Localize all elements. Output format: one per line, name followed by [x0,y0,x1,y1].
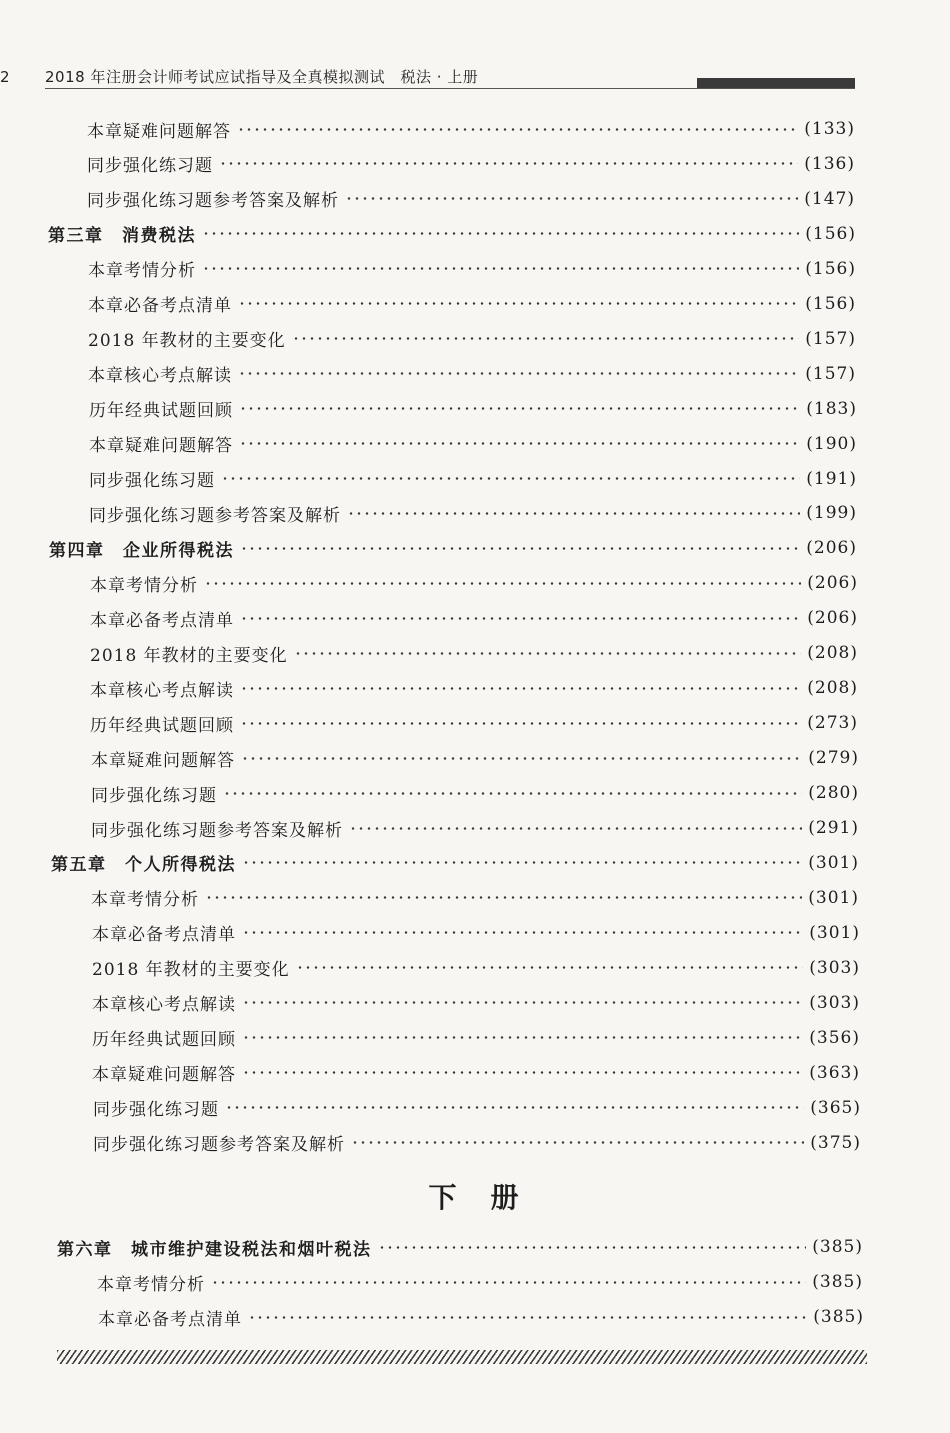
toc-section-entry [87,116,855,142]
toc-page-number: (156) [805,223,856,244]
dot-leader [248,1316,807,1319]
toc-entry-title: 第五章 个人所得税法 [51,855,236,876]
toc-section-entry [89,500,857,526]
toc-entry-title: 本章疑难问题解答 [87,121,231,142]
toc-page-number: (301) [809,922,860,943]
dot-leader [242,1001,803,1004]
toc-page-number: (375) [810,1132,861,1153]
toc-page-number: (199) [806,503,857,524]
toc-entry-title: 本章必备考点清单 [92,925,236,946]
dot-leader [239,407,800,410]
toc-entry-title: 同步强化练习题 [91,785,217,806]
volume-heading: 下 册 [428,1181,522,1214]
dot-leader [225,1106,804,1109]
dot-leader [292,337,800,340]
toc-page-number: (147) [804,188,855,209]
toc-entry-title: 同步强化练习题参考答案及解析 [91,820,343,841]
toc-page-number: (385) [812,1272,863,1292]
toc-page-number: (183) [806,398,857,419]
running-header: 2018 年注册会计师考试应试指导及全真模拟测试 税法 · 上册 [45,68,479,86]
dot-leader [241,757,802,760]
dot-leader [223,792,802,795]
toc-page-number: (156) [805,258,856,279]
toc-chapter-entry [49,535,857,561]
toc-page-number: (157) [805,363,856,384]
toc-section-entry [93,1095,861,1121]
toc-section-entry [88,326,856,352]
dot-leader [378,1246,807,1249]
toc-section-entry [90,640,858,666]
dot-leader [202,267,799,270]
toc-entry-title: 历年经典试题回顾 [89,401,233,422]
toc-section-entry [91,745,859,771]
dot-leader [205,896,802,899]
dot-leader [240,547,800,550]
toc-section-entry [91,815,859,841]
toc-section-entry [90,710,858,736]
toc-entry-title: 第四章 企业所得税法 [49,540,234,561]
dot-leader [294,652,802,655]
toc-page-number: (356) [809,1027,860,1048]
dot-leader [351,1141,804,1144]
dot-leader [202,232,799,235]
toc-page-number: (206) [807,573,858,594]
dot-leader [345,197,798,200]
toc-page-number: (303) [809,957,860,978]
toc-entry-title: 同步强化练习题 [89,471,215,491]
dot-leader [242,861,802,864]
toc-section-entry [89,396,857,422]
toc-page-number: (157) [805,328,856,349]
dot-leader [219,162,798,165]
dot-leader [242,931,803,934]
dot-leader [237,128,798,131]
toc-section-entry [92,1060,860,1086]
toc-section-entry [88,256,856,282]
toc-page-number: (208) [807,678,858,699]
toc-page-number: (363) [809,1062,860,1083]
toc-entry-title: 本章疑难问题解答 [92,1065,236,1086]
toc-entry-title: 同步强化练习题 [93,1100,219,1121]
toc-section-entry [92,1025,860,1051]
dot-leader [204,582,801,585]
toc-section-entry [90,605,858,631]
dot-leader [240,722,801,725]
toc-chapter-entry [57,1234,863,1260]
toc-entry-title: 本章疑难问题解答 [89,436,233,457]
toc-section-entry [97,1269,863,1295]
dot-leader [240,687,801,690]
toc-page-number: (365) [810,1097,861,1118]
header-rule [45,88,855,89]
footer-band [57,1350,867,1364]
toc-section-entry [98,1304,864,1330]
toc-entry-title: 同步强化练习题参考答案及解析 [89,505,341,526]
toc-section-entry [92,920,860,946]
toc-section-entry [91,885,859,911]
toc-entry-title: 本章必备考点清单 [90,610,234,631]
toc-entry-title: 本章考情分析 [97,1274,205,1295]
toc-page-number: (136) [804,153,855,174]
toc-section-entry [92,990,860,1016]
toc-entry-title: 2018 年教材的主要变化 [88,331,286,352]
toc-chapter-entry [48,221,856,247]
toc-page-number: (206) [807,608,858,629]
toc-chapter-entry [51,850,859,876]
toc-page-number: (301) [808,887,859,908]
toc-entry-title: 同步强化练习题 [87,156,213,177]
dot-leader [238,302,799,305]
dot-leader [349,827,802,830]
toc-section-entry [93,1130,861,1156]
toc-section-entry [89,431,857,457]
toc-entry-title: 历年经典试题回顾 [92,1030,236,1051]
dot-leader [211,1281,806,1284]
toc-page-number: (191) [806,468,857,489]
toc-page-number: (206) [806,538,857,559]
toc-page-number: (385) [813,1307,864,1327]
toc-section-entry [90,675,858,701]
toc-entry-title: 同步强化练习题参考答案及解析 [93,1135,345,1156]
toc-section-entry [87,151,855,177]
toc-entry-title: 本章核心考点解读 [92,995,236,1016]
toc-section-entry [89,466,857,492]
page-number: 2 [0,68,10,86]
toc-page-number: (279) [808,748,859,769]
dot-leader [240,617,801,620]
toc-entry-title: 第三章 消费税法 [48,226,196,247]
toc-entry-title: 本章考情分析 [91,890,199,911]
dot-leader [296,966,804,969]
toc-entry-title: 第六章 城市维护建设税法和烟叶税法 [57,1239,372,1260]
toc-entry-title: 本章考情分析 [88,261,196,282]
toc-entry-title: 2018 年教材的主要变化 [92,960,290,981]
toc-page-number: (133) [804,119,855,139]
dot-leader [242,1036,803,1039]
dot-leader [239,442,800,445]
toc-entry-title: 本章必备考点清单 [88,296,232,317]
toc-entry-title: 本章考情分析 [90,575,198,596]
toc-section-entry [92,955,860,981]
toc-entry-title: 历年经典试题回顾 [90,715,234,736]
toc-section-entry [87,186,855,212]
toc-page-number: (208) [807,643,858,664]
toc-page-number: (280) [808,783,859,804]
toc-entry-title: 本章疑难问题解答 [91,750,235,771]
toc-page-number: (190) [806,433,857,454]
toc-page-number: (385) [812,1237,863,1257]
toc-section-entry [91,780,859,806]
dot-leader [221,477,800,480]
toc-entry-title: 本章核心考点解读 [90,680,234,701]
toc-entry-title: 本章核心考点解读 [88,366,232,387]
toc-entry-title: 同步强化练习题参考答案及解析 [87,191,339,212]
dot-leader [238,372,799,375]
toc-section-entry [88,291,856,317]
toc-page-number: (291) [808,818,859,838]
dot-leader [347,512,800,515]
toc-entry-title: 本章必备考点清单 [98,1309,242,1330]
toc-page-number: (301) [808,852,859,873]
toc-section-entry [88,361,856,387]
toc-page-number: (303) [809,992,860,1013]
toc-page-number: (156) [805,293,856,314]
toc-entry-title: 2018 年教材的主要变化 [90,645,288,666]
dot-leader [242,1071,803,1074]
toc-page-number: (273) [807,713,858,734]
toc-section-entry [90,570,858,596]
